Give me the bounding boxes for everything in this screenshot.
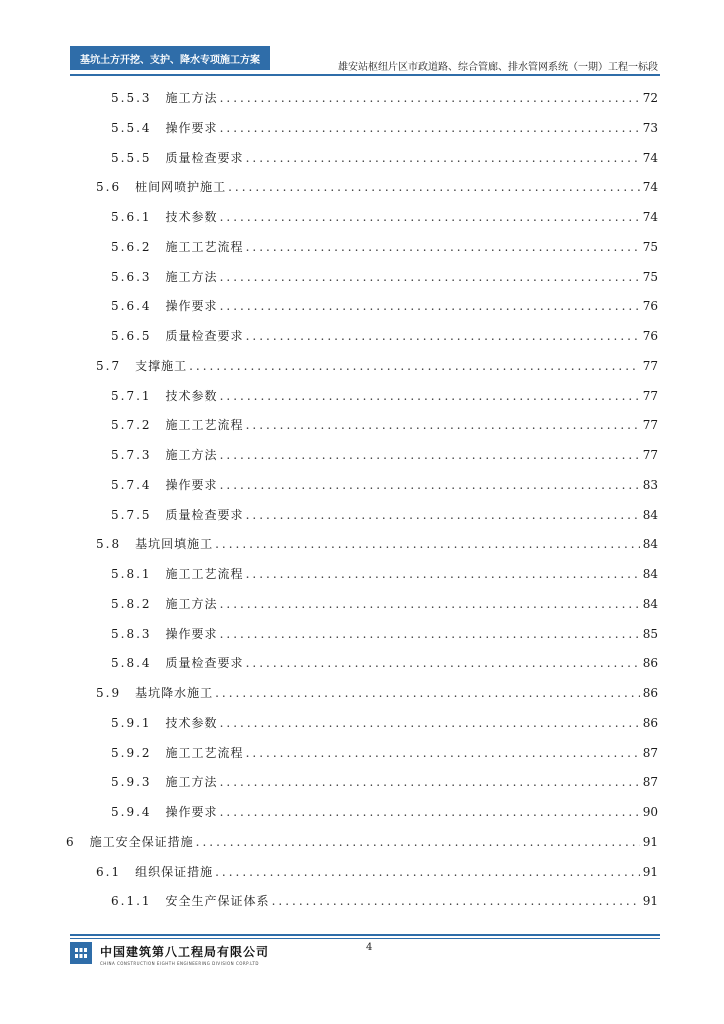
toc-entry[interactable]: [111, 238, 658, 260]
toc-dot-leader: [272, 894, 640, 908]
toc-entry-number: 5.9.4: [111, 805, 152, 819]
toc-entry-page: 77: [642, 418, 658, 433]
toc-dot-leader: [220, 210, 640, 224]
toc-entry-number: 5.9.1: [111, 715, 152, 730]
toc-entry-title: 基坑回填施工: [135, 537, 214, 552]
toc-entry-page: 75: [642, 269, 658, 284]
toc-entry-title: 质量检查要求: [165, 150, 244, 165]
toc-entry-number: 5.7.3: [111, 448, 152, 462]
toc-dot-leader: [220, 627, 640, 641]
toc-entry-title: 施工方法: [165, 91, 218, 105]
page-number: 4: [366, 942, 373, 953]
toc-entry-page: 74: [642, 180, 658, 195]
toc-entry-page: 74: [642, 210, 658, 224]
toc-entry-number: 5.6.3: [111, 269, 152, 284]
toc-entry[interactable]: [111, 387, 658, 409]
toc-entry-title: 施工方法: [165, 775, 218, 790]
toc-entry-page: 76: [642, 299, 658, 314]
toc-entry-title: 施工工艺流程: [165, 567, 244, 581]
toc-entry-title: 技术参数: [165, 715, 218, 730]
toc-entry-title: 施工工艺流程: [165, 239, 244, 254]
toc-entry-number: 5.9.2: [111, 745, 152, 760]
toc-entry-page: 84: [642, 596, 658, 611]
toc-entry[interactable]: [111, 149, 658, 171]
toc-entry-title: 施工方法: [165, 448, 218, 462]
toc-entry-title: 施工安全保证措施: [89, 834, 194, 849]
toc-entry[interactable]: [111, 773, 658, 795]
toc-entry-title: 施工工艺流程: [165, 418, 244, 433]
toc-entry-number: 5.6: [96, 180, 122, 195]
toc-entry-title: 操作要求: [165, 120, 218, 135]
toc-entry[interactable]: [111, 416, 658, 438]
toc-entry-number: 5.6.5: [111, 329, 152, 343]
toc-dot-leader: [246, 656, 640, 670]
toc-entry-page: 84: [642, 567, 658, 581]
toc-entry-page: 76: [642, 329, 658, 343]
toc-entry-page: 73: [642, 120, 658, 135]
toc-entry-page: 86: [642, 715, 658, 730]
toc-entry[interactable]: [96, 357, 658, 379]
toc-entry[interactable]: [111, 803, 658, 825]
toc-entry-number: 6.1.1: [111, 894, 152, 909]
toc-dot-leader: [246, 418, 640, 432]
toc-entry-number: 5.5.4: [111, 120, 152, 135]
toc-entry-page: 84: [642, 537, 658, 552]
toc-entry[interactable]: [111, 297, 658, 319]
toc-entry-number: 5.8.1: [111, 567, 152, 581]
toc-entry-page: 91: [642, 894, 658, 909]
toc-dot-leader: [220, 597, 640, 611]
header-badge: [70, 46, 270, 70]
toc-entry-title: 质量检查要求: [165, 329, 244, 343]
toc-dot-leader: [215, 686, 640, 700]
toc-entry-number: 5.8.4: [111, 656, 152, 671]
toc-entry-page: 77: [642, 358, 658, 373]
toc-entry[interactable]: [111, 89, 658, 111]
toc-dot-leader: [220, 775, 640, 789]
toc-entry-page: 91: [642, 834, 658, 849]
toc-entry-title: 施工方法: [165, 596, 218, 611]
toc-dot-leader: [215, 865, 640, 879]
toc-entry[interactable]: [96, 863, 658, 885]
toc-entry-title: 质量检查要求: [165, 656, 244, 671]
toc-dot-leader: [220, 299, 640, 313]
toc-entry-title: 安全生产保证体系: [165, 894, 270, 909]
toc-entry[interactable]: [111, 119, 658, 141]
toc-entry-number: 6.1: [96, 864, 122, 879]
toc-entry-title: 质量检查要求: [165, 507, 244, 522]
toc-entry-title: 技术参数: [165, 210, 218, 224]
toc-entry-page: 83: [642, 477, 658, 492]
toc-entry-title: 施工方法: [165, 269, 218, 284]
toc-entry-title: 操作要求: [165, 477, 218, 492]
toc-entry-number: 5.6.2: [111, 239, 152, 254]
toc-entry-title: 操作要求: [165, 626, 218, 641]
toc-dot-leader: [220, 389, 640, 403]
toc-entry[interactable]: [111, 327, 658, 349]
toc-entry-title: 支撑施工: [135, 358, 188, 373]
toc-dot-leader: [196, 835, 640, 849]
toc-dot-leader: [220, 270, 640, 284]
toc-entry[interactable]: [111, 446, 658, 468]
toc-entry-number: 5.7: [96, 358, 122, 373]
footer-divider: [70, 934, 660, 936]
toc-entry-number: 5.7.5: [111, 507, 152, 522]
toc-dot-leader: [189, 359, 640, 373]
toc-entry-title: 施工工艺流程: [165, 745, 244, 760]
toc-dot-leader: [220, 91, 640, 105]
toc-entry-page: 77: [642, 448, 658, 462]
toc-entry-page: 84: [642, 507, 658, 522]
toc-entry-title: 操作要求: [165, 805, 218, 819]
toc-entry-number: 5.6.4: [111, 299, 152, 314]
toc-entry-number: 5.5.5: [111, 150, 152, 165]
toc-entry-number: 5.7.1: [111, 388, 152, 403]
toc-dot-leader: [246, 567, 640, 581]
toc-dot-leader: [220, 805, 640, 819]
toc-dot-leader: [220, 478, 640, 492]
toc-entry[interactable]: [111, 476, 658, 498]
toc-entry-page: 90: [642, 805, 658, 819]
toc-entry-page: 91: [642, 864, 658, 879]
company-name-en: CHINA CONSTRUCTION EIGHTH ENGINEERING DIVISION CORP.LTD: [100, 961, 259, 966]
toc-entry-page: 85: [642, 626, 658, 641]
toc-entry[interactable]: [111, 892, 658, 914]
header-divider: [70, 74, 660, 76]
toc-entry[interactable]: [111, 744, 658, 766]
toc-entry[interactable]: [111, 654, 658, 676]
toc-dot-leader: [220, 716, 640, 730]
toc-entry-number: 5.8.3: [111, 626, 152, 641]
toc-entry-title: 组织保证措施: [135, 864, 214, 879]
toc-dot-leader: [215, 537, 640, 551]
toc-entry[interactable]: [111, 506, 658, 528]
company-name: 中国建筑第八工程局有限公司: [100, 945, 270, 959]
toc-entry[interactable]: [111, 625, 658, 647]
toc-entry-page: 74: [642, 150, 658, 165]
toc-entry[interactable]: [111, 565, 658, 587]
toc-dot-leader: [246, 746, 640, 760]
toc-dot-leader: [246, 508, 640, 522]
toc-entry-page: 87: [642, 745, 658, 760]
toc-entry-number: 5.9.3: [111, 775, 152, 790]
toc-entry[interactable]: [66, 833, 658, 855]
header-badge-text: 基坑土方开挖、支护、降水专项施工方案: [80, 54, 260, 66]
toc-entry-page: 86: [642, 686, 658, 700]
toc-entry-page: 87: [642, 775, 658, 790]
toc-entry-number: 5.6.1: [111, 210, 152, 224]
toc-entry[interactable]: [96, 178, 658, 200]
project-title: 雄安站枢纽片区市政道路、综合管廊、排水管网系统（一期）工程一标段: [338, 62, 658, 73]
toc-entry-number: 6: [66, 834, 76, 849]
toc-entry-page: 72: [642, 91, 658, 105]
toc-entry-number: 5.8: [96, 537, 122, 552]
toc-dot-leader: [246, 151, 640, 165]
toc-dot-leader: [220, 448, 640, 462]
toc-entry-number: 5.7.4: [111, 477, 152, 492]
footer-divider-thin: [70, 938, 660, 939]
company-logo-icon: [70, 942, 92, 964]
toc-dot-leader: [220, 121, 640, 135]
toc-dot-leader: [228, 180, 640, 194]
toc-entry-page: 75: [642, 239, 658, 254]
toc-entry[interactable]: [96, 535, 658, 557]
toc-entry-title: 基坑降水施工: [135, 686, 214, 700]
toc-entry[interactable]: [111, 208, 658, 230]
toc-entry-page: 86: [642, 656, 658, 671]
toc-entry-page: 77: [642, 388, 658, 403]
toc-entry[interactable]: [111, 595, 658, 617]
toc-entry-number: 5.5.3: [111, 91, 152, 105]
toc-entry-title: 桩间网喷护施工: [135, 180, 227, 195]
toc-entry-number: 5.9: [96, 686, 122, 700]
toc-dot-leader: [246, 240, 640, 254]
toc-entry-number: 5.8.2: [111, 596, 152, 611]
toc-entry-title: 操作要求: [165, 299, 218, 314]
toc-dot-leader: [246, 329, 640, 343]
toc-entry-title: 技术参数: [165, 388, 218, 403]
toc-entry[interactable]: [111, 714, 658, 736]
toc-entry-number: 5.7.2: [111, 418, 152, 433]
toc-entry[interactable]: [96, 684, 658, 706]
toc-entry[interactable]: [111, 268, 658, 290]
